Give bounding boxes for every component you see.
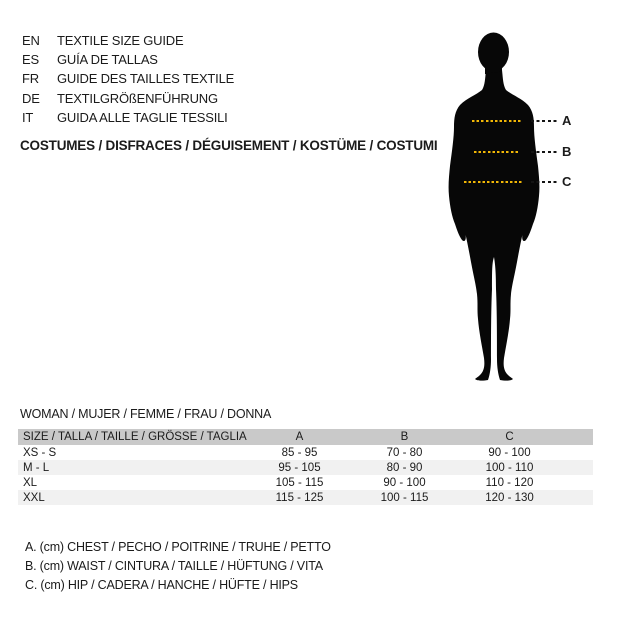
language-code: FR: [22, 71, 39, 87]
legend-line-chest: A. (cm) CHEST / PECHO / POITRINE / TRUHE / PETTO: [25, 539, 331, 554]
col-header-c: C: [505, 431, 514, 443]
language-row: [22, 31, 234, 50]
cell-size: M - L: [23, 461, 50, 474]
measure-label-chest: A: [562, 113, 572, 128]
col-header-a: A: [295, 431, 304, 443]
language-title: TEXTILE SIZE GUIDE: [57, 33, 184, 49]
cell-hip: 100 - 110: [485, 461, 534, 474]
language-code: DE: [22, 90, 40, 106]
cell-size: XL: [23, 476, 38, 489]
language-title: GUIDE DES TAILLES TEXTILE: [57, 71, 235, 87]
chest-measure-line: [472, 120, 522, 122]
cell-size: XXL: [23, 491, 45, 504]
language-row: [22, 50, 234, 69]
cell-waist: 90 - 100: [383, 476, 426, 489]
measure-label-waist: B: [562, 144, 572, 159]
table-row: [18, 475, 593, 490]
language-row: [22, 69, 234, 88]
table-row: [18, 490, 593, 505]
size-table: [18, 429, 593, 505]
col-header-spacer: [561, 429, 593, 445]
table-row: [18, 460, 593, 475]
legend-line-waist: B. (cm) WAIST / CINTURA / TAILLE / HÜFTUNG / VITA: [25, 558, 323, 573]
cell-chest: 115 - 125: [275, 491, 324, 504]
cell-hip: 120 - 130: [485, 491, 534, 504]
cell-size: XS - S: [23, 446, 57, 459]
language-code: IT: [22, 109, 34, 125]
cell-waist: 80 - 90: [386, 461, 423, 474]
hip-pointer-line: [531, 181, 557, 183]
measure-legend: [25, 537, 331, 594]
cell-chest: 85 - 95: [281, 446, 318, 459]
cell-hip: 90 - 100: [488, 446, 531, 459]
waist-pointer-line: [531, 151, 557, 153]
cell-waist: 70 - 80: [386, 446, 423, 459]
language-title: TEXTILGRÖßENFÜHRUNG: [57, 90, 218, 106]
woman-silhouette-icon: [440, 30, 570, 382]
waist-measure-line: [474, 151, 519, 153]
language-title: GUÍA DE TALLAS: [57, 52, 158, 68]
table-row: [18, 445, 593, 460]
figure-panel: [440, 30, 615, 382]
legend-line-hip: C. (cm) HIP / CADERA / HANCHE / HÜFTE / HIPS: [25, 577, 298, 592]
category-heading: COSTUMES / DISFRACES / DÉGUISEMENT / KOSTÜME / COSTUMI: [20, 138, 438, 153]
cell-chest: 105 - 115: [275, 476, 324, 489]
chest-pointer-line: [531, 120, 557, 122]
language-list: [22, 31, 234, 127]
cell-waist: 100 - 115: [380, 491, 429, 504]
language-title: GUIDA ALLE TAGLIE TESSILI: [57, 109, 228, 125]
table-title: WOMAN / MUJER / FEMME / FRAU / DONNA: [20, 407, 272, 421]
language-row: [22, 89, 234, 108]
cell-chest: 95 - 105: [278, 461, 321, 474]
hip-measure-line: [464, 181, 524, 183]
language-code: EN: [22, 33, 40, 49]
col-header-b: B: [400, 431, 409, 443]
cell-hip: 110 - 120: [485, 476, 534, 489]
language-code: ES: [22, 52, 39, 68]
language-row: [22, 108, 234, 127]
col-header-size: SIZE / TALLA / TAILLE / GRÖSSE / TAGLIA: [23, 431, 247, 443]
table-header-row: [18, 429, 593, 445]
measure-label-hip: C: [562, 174, 572, 189]
